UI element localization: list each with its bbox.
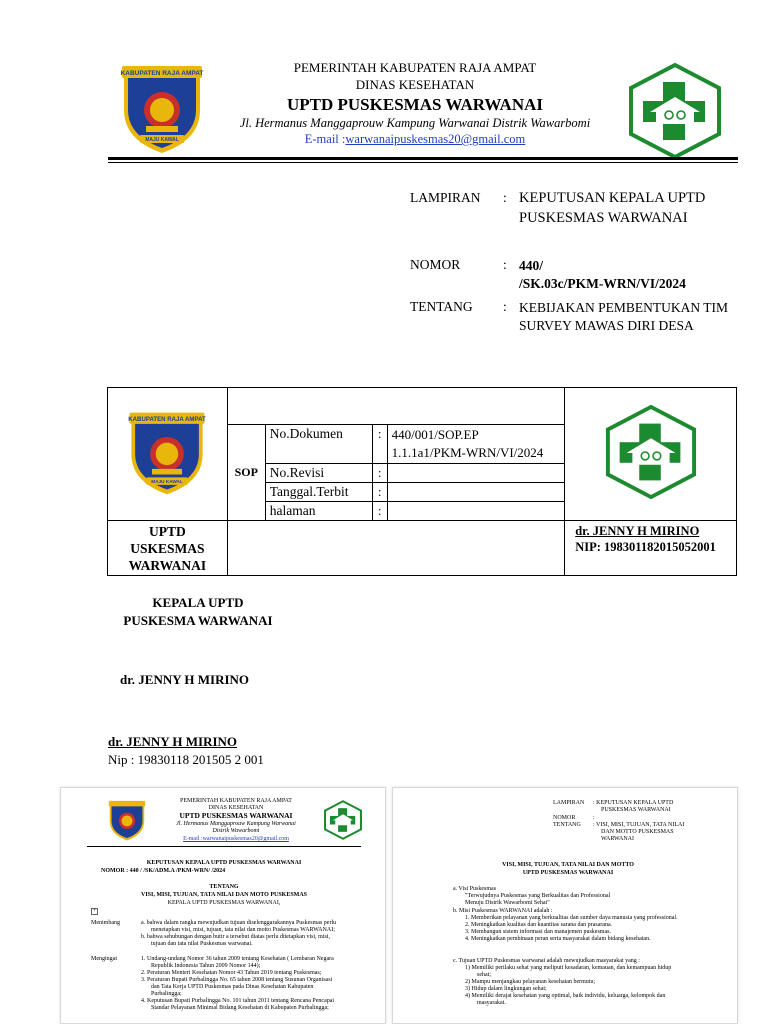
thumb-right-a: a. Visi Puskesmas bbox=[453, 886, 497, 892]
no-dokumen-colon: : bbox=[372, 425, 387, 464]
kop-puskesmas-name: UPTD PUSKESMAS WARWANAI bbox=[286, 95, 543, 114]
page-thumbnail-left[interactable] bbox=[60, 787, 386, 1024]
nomor-line-2: /SK.03c/PKM-WRN/VI/2024 bbox=[519, 275, 686, 291]
signer-name-1: dr. JENNY H MIRINO bbox=[120, 672, 250, 687]
sop-logo-cell bbox=[108, 388, 228, 521]
no-dokumen-value-2: 1.1.1a1/PKM-WRN/VI/2024 bbox=[391, 445, 544, 460]
tentang-label: TENTANG bbox=[410, 299, 473, 314]
thumb-right-c: c. Tujuan UPTD Puskesmas warwanai adalah mewujudkan masyarakat yang : bbox=[453, 958, 640, 964]
thumb-left-menimbang-label: Menimbang bbox=[91, 920, 120, 926]
thumb-left-divider bbox=[87, 846, 361, 847]
thumb-left-title-1: KEPUTUSAN KEPALA UPTD PUSKESMAS WARWANAI bbox=[146, 860, 302, 866]
kop-pemerintah: PEMERINTAH KABUPATEN RAJA AMPAT bbox=[293, 60, 537, 75]
thumb-right-lampiran-label: LAMPIRAN bbox=[553, 800, 585, 806]
thumb-left-kop-6: E-mail :warwanaipuskesmas20@gmail.com bbox=[183, 836, 289, 842]
expand-icon[interactable]: + bbox=[92, 908, 97, 914]
thumb-left-mengingat-label: Mengingat bbox=[91, 956, 117, 962]
thumb-left-nomor: NOMOR : 440 / /SK/ADM.A /PKM-WRN/ /2024 bbox=[101, 868, 226, 874]
logo-motto-text: MAJU KAWAL bbox=[145, 137, 179, 143]
tentang-colon: : bbox=[503, 299, 507, 314]
email-label: E-mail : bbox=[304, 132, 346, 146]
thumb-left-mengingat-3c: Purbalingga; bbox=[151, 991, 182, 997]
kop-dinas: DINAS KESEHATAN bbox=[355, 77, 475, 92]
thumb-right-lampiran-value: : KEPUTUSAN KEPALA UPTD bbox=[593, 800, 674, 806]
lampiran-value: KEPUTUSAN KEPALA UPTD PUSKESMAS WARWANAI bbox=[519, 190, 706, 226]
sop-logo-banner-text: KABUPATEN RAJA AMPAT bbox=[128, 416, 207, 424]
thumb-left-kop-2: DINAS KESEHATAN bbox=[208, 805, 264, 811]
sop-signer-nip: NIP: 198301182015052001 bbox=[575, 540, 716, 554]
thumb-right-nomor-label: NOMOR bbox=[553, 815, 576, 821]
sop-unit-cell bbox=[108, 521, 228, 576]
thumb-right-b4: 4. Meningkatkan pembinaan peran serta masyarakat dalam bidang kesehatan. bbox=[465, 936, 651, 942]
lampiran-label: LAMPIRAN bbox=[410, 190, 481, 205]
thumb-right-c2: 2) Mampu menjangkau pelayanan kesehatan bermutu; bbox=[465, 979, 596, 985]
kop-divider-thick bbox=[108, 157, 738, 160]
halaman-value bbox=[387, 502, 565, 521]
thumb-left-kop-4: Jl. Hermanus Manggaprouw Kampung Warwanai bbox=[176, 821, 296, 827]
sop-label: SOP bbox=[227, 425, 265, 521]
thumb-left-menimbang-b2: tujuan dan tata nilai Puskesmas warwanai. bbox=[151, 941, 253, 947]
sop-unit-line-3: WARWANAI bbox=[128, 558, 207, 573]
sop-kabupaten-logo bbox=[124, 407, 210, 497]
thumb-left-kop-3: UPTD PUSKESMAS WARWANAI bbox=[179, 811, 293, 820]
sop-header-table bbox=[107, 387, 737, 576]
thumb-left-mengingat-3: 3. Peraturan Bupati Purbalingga No. 65 tahun 2008 tentang Susunan Organisasi bbox=[141, 977, 333, 983]
thumb-right-b1: 1. Memberikan pelayanan yang berkualitas dan sumber daya manusia yang professional. bbox=[465, 915, 678, 921]
thumb-right-c3: 3) Hidup dalam lingkungan sehat; bbox=[465, 986, 547, 992]
thumb-left-menimbang-a: a. bahwa dalam rangka mewujudkan tujuan diselenggarakannya Puskesmas perlu bbox=[141, 920, 337, 926]
thumb-left-menimbang-a2: menetapkan visi, misi, tujuan, tata nilai dan motto Puskesmas WARWANAI; bbox=[151, 927, 335, 933]
nomor-colon: : bbox=[503, 257, 507, 272]
thumb-left-mengingat-4: 4. Keputusan Bupati Purbalingga No. 101 tahun 2011 tentang Rencana Pencapai bbox=[141, 998, 335, 1004]
thumb-right-tentang-label: TENTANG bbox=[553, 822, 581, 828]
thumb-left-kop-5: Distrik Wawarbomi bbox=[212, 828, 260, 834]
kepala-title-line-1: KEPALA UPTD bbox=[152, 595, 244, 610]
nomor-line-1: 440/ bbox=[519, 258, 544, 273]
signer-nip: Nip : 19830118 201505 2 001 bbox=[108, 752, 264, 767]
sop-title-cell bbox=[227, 388, 564, 425]
sop-signer-cell bbox=[565, 521, 737, 576]
halaman-colon: : bbox=[372, 502, 387, 521]
page-thumbnail-right[interactable] bbox=[392, 787, 738, 1024]
sop-unit-line-1: UPTD bbox=[149, 524, 186, 539]
thumb-left-title-2: VISI, MISI, TUJUAN, TATA NILAI DAN MOTO PUSKESMAS bbox=[140, 892, 308, 898]
signer-name-2: dr. JENNY H MIRINO bbox=[108, 734, 238, 749]
thumb-right-c1b: sehat; bbox=[477, 972, 491, 978]
thumb-left-mengingat-2: 2. Peraturan Menteri Kesehatan Nomor 43 Tahun 2019 tentang Puskesmas; bbox=[141, 970, 322, 976]
kabupaten-logo bbox=[118, 60, 206, 156]
thumb-left-mengingat-4b: Standar Pelayanan Minimal Bidang Kesehatan di Kabupaten Purbalingga; bbox=[151, 1005, 329, 1011]
nomor-label: NOMOR bbox=[410, 257, 461, 272]
thumb-kabupaten-logo bbox=[107, 798, 147, 842]
thumb-right-b: b. Misi Puskesmas WARWANAI adalah : bbox=[453, 908, 553, 914]
email-link[interactable]: warwanaipuskesmas20@gmail.com bbox=[345, 132, 526, 146]
sop-puskesmas-logo-cell bbox=[565, 388, 737, 521]
thumb-right-a2: Menuju Distrik Wawarbomi Sehat" bbox=[465, 900, 550, 906]
thumb-right-tentang-value: : VISI, MISI, TUJUAN, TATA NILAI bbox=[593, 822, 685, 828]
thumb-right-lampiran-value-2: PUSKESMAS WARWANAI bbox=[601, 807, 671, 813]
kop-email-line bbox=[200, 132, 630, 147]
sop-empty-cell bbox=[227, 521, 564, 576]
logo-banner-text: KABUPATEN RAJA AMPAT bbox=[120, 70, 204, 77]
thumb-left-mengingat-1b: Republik Indonesia Tahun 2009 Nomor 144); bbox=[151, 963, 261, 969]
tanggal-terbit-label: Tanggal.Terbit bbox=[265, 483, 372, 502]
kepala-title-line-2: PUSKESMA WARWANAI bbox=[123, 613, 273, 628]
thumb-right-c4b: masyarakat. bbox=[477, 1000, 506, 1006]
no-revisi-label: No.Revisi bbox=[265, 464, 372, 483]
halaman-label: halaman bbox=[265, 502, 372, 521]
nomor-value bbox=[519, 257, 734, 292]
thumb-left-menimbang-b: b. bahwa sehubungan dengan butir a tersebut diatas perlu ditetapkan visi, misi, bbox=[141, 934, 330, 940]
sop-signer-name: dr. JENNY H MIRINO bbox=[575, 524, 700, 538]
thumb-right-title-2: UPTD PUSKESMAS WARWANAI bbox=[522, 870, 614, 876]
no-dokumen-label: No.Dokumen bbox=[265, 425, 372, 464]
thumb-right-c1: 1) Memiliki perilaku sehat yang meliputi kesadaran, kemauan, dan kemampuan hidup bbox=[465, 965, 672, 971]
sop-unit-line-2: USKESMAS bbox=[130, 541, 205, 556]
sop-puskesmas-logo bbox=[603, 404, 699, 500]
lampiran-colon: : bbox=[503, 190, 507, 205]
thumb-left-kop-1: PEMERINTAH KABUPATEN RAJA AMPAT bbox=[180, 798, 292, 804]
tentang-value: KEBIJAKAN PEMBENTUKAN TIM SURVEY MAWAS DIRI DESA bbox=[519, 300, 728, 333]
thumb-right-b3: 3. Membangun sistem informasi dan manajemen puskesmas. bbox=[465, 929, 611, 935]
puskesmas-logo bbox=[626, 62, 724, 160]
thumb-puskesmas-logo bbox=[323, 800, 363, 840]
kop-address: Jl. Hermanus Manggaprouw Kampung Warwanai Distrik Wawarbomi bbox=[239, 116, 591, 130]
no-dokumen-value bbox=[387, 425, 565, 464]
thumb-left-mengingat-1: 1. Undang-undang Nomor 36 tahun 2009 tentang Kesehatan ( Lembaran Negara bbox=[141, 956, 334, 962]
thumb-left-tentang: TENTANG bbox=[209, 884, 239, 890]
tanggal-terbit-colon: : bbox=[372, 483, 387, 502]
no-revisi-value bbox=[387, 464, 565, 483]
thumb-left-title-3: KEPALA UPTD PUSKESMAS WARWANAI, bbox=[167, 900, 281, 906]
sop-logo-motto-text: MAJU KAWAL bbox=[151, 478, 184, 484]
thumb-right-a1: "Terwujudnya Puskesmas yang Berkualitas dan Professional bbox=[465, 893, 611, 899]
thumb-right-nomor-value: : bbox=[593, 815, 595, 821]
kepala-title bbox=[108, 594, 288, 630]
thumb-right-tentang-value-3: WARWANAI bbox=[601, 836, 634, 842]
thumb-right-c4: 4) Memiliki derajat kesehatan yang optimal, baik individu, keluarga, kelompok dan bbox=[465, 993, 666, 999]
no-dokumen-value-1: 440/001/SOP.EP bbox=[391, 427, 479, 442]
thumb-right-b2: 2. Meningkatkan kualitas dan kuantitas sarana dan prasarana. bbox=[465, 922, 613, 928]
thumb-left-mengingat-3b: dan Tata Kerja UPTD Puskesmas pada Dinas Kesehatan Kabupaten bbox=[151, 984, 314, 990]
thumb-right-tentang-value-2: DAN MOTTO PUSKESMAS bbox=[601, 829, 674, 835]
thumb-right-title-1: VISI, MISI, TUJUAN, TATA NILAI DAN MOTTO bbox=[502, 862, 634, 868]
tanggal-terbit-value bbox=[387, 483, 565, 502]
kop-divider-thin bbox=[108, 162, 738, 163]
no-revisi-colon: : bbox=[372, 464, 387, 483]
